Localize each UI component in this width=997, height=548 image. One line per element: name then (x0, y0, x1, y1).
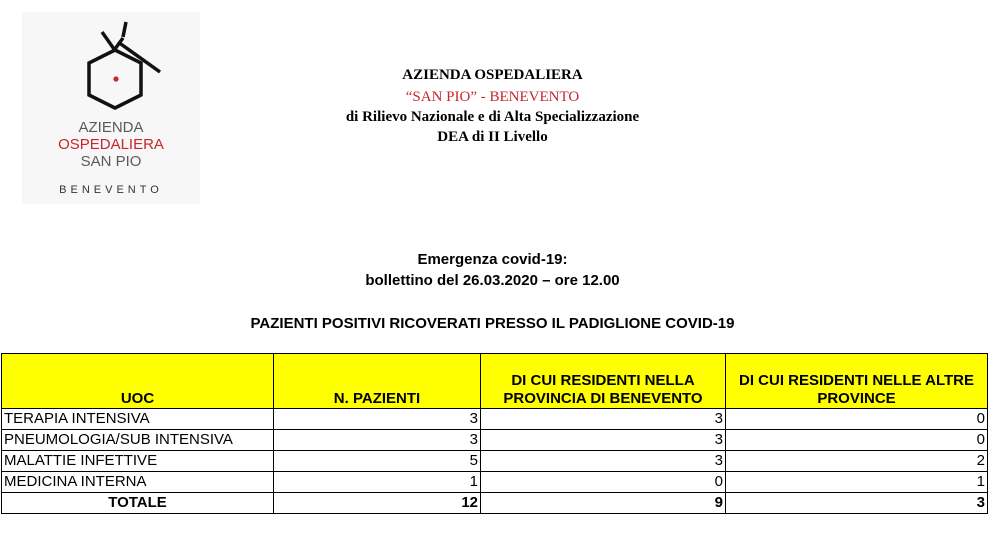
column-header-other-provinces: DI CUI RESIDENTI NELLE ALTRE PROVINCE (726, 354, 988, 409)
logo-text-azienda: AZIENDA (78, 119, 144, 136)
table-row (2, 451, 988, 472)
table-header-row (2, 354, 988, 409)
row-patients: 3 (274, 430, 481, 451)
total-label: TOTALE (2, 493, 274, 514)
row-patients: 3 (274, 409, 481, 430)
row-other: 0 (726, 430, 988, 451)
header-hospital-name: AZIENDA OSPEDALIERA (402, 67, 583, 83)
bulletin-date: bollettino del 26.03.2020 – ore 12.00 (365, 272, 620, 289)
row-uoc: MEDICINA INTERNA (2, 472, 274, 493)
column-header-patients: N. PAZIENTI (274, 354, 481, 409)
total-patients: 12 (274, 493, 481, 514)
total-benevento: 9 (481, 493, 726, 514)
header-hospital-relevance: di Rilievo Nazionale e di Alta Specializzazione (345, 109, 640, 125)
column-header-uoc: UOC (2, 354, 274, 409)
table-row (2, 472, 988, 493)
row-benevento: 3 (481, 430, 726, 451)
row-benevento: 3 (481, 451, 726, 472)
table-row (2, 409, 988, 430)
patients-table (1, 353, 988, 514)
bulletin-emergency-title: Emergenza covid-19: (417, 251, 568, 268)
row-patients: 1 (274, 472, 481, 493)
row-uoc: MALATTIE INFETTIVE (2, 451, 274, 472)
row-other: 0 (726, 409, 988, 430)
table-heading: PAZIENTI POSITIVI RICOVERATI PRESSO IL PADIGLIONE COVID-19 (250, 315, 735, 332)
table-row (2, 430, 988, 451)
row-patients: 5 (274, 451, 481, 472)
row-benevento: 3 (481, 409, 726, 430)
row-other: 1 (726, 472, 988, 493)
row-other: 2 (726, 451, 988, 472)
logo-text-benevento: BENEVENTO (59, 184, 163, 196)
hospital-logo (22, 12, 200, 204)
row-uoc: TERAPIA INTENSIVA (2, 409, 274, 430)
column-header-benevento-residents: DI CUI RESIDENTI NELLA PROVINCIA DI BENEVENTO (481, 354, 726, 409)
header-hospital-location: “SAN PIO” - BENEVENTO (405, 89, 580, 105)
row-benevento: 0 (481, 472, 726, 493)
logo-text-ospedaliera: OSPEDALIERA (58, 136, 164, 153)
total-other: 3 (726, 493, 988, 514)
logo-text-san-pio: SAN PIO (80, 153, 142, 170)
header-hospital-level: DEA di II Livello (437, 129, 548, 145)
row-uoc: PNEUMOLOGIA/SUB INTENSIVA (2, 430, 274, 451)
table-total-row (2, 493, 988, 514)
hexagon-logo-icon (22, 12, 200, 122)
